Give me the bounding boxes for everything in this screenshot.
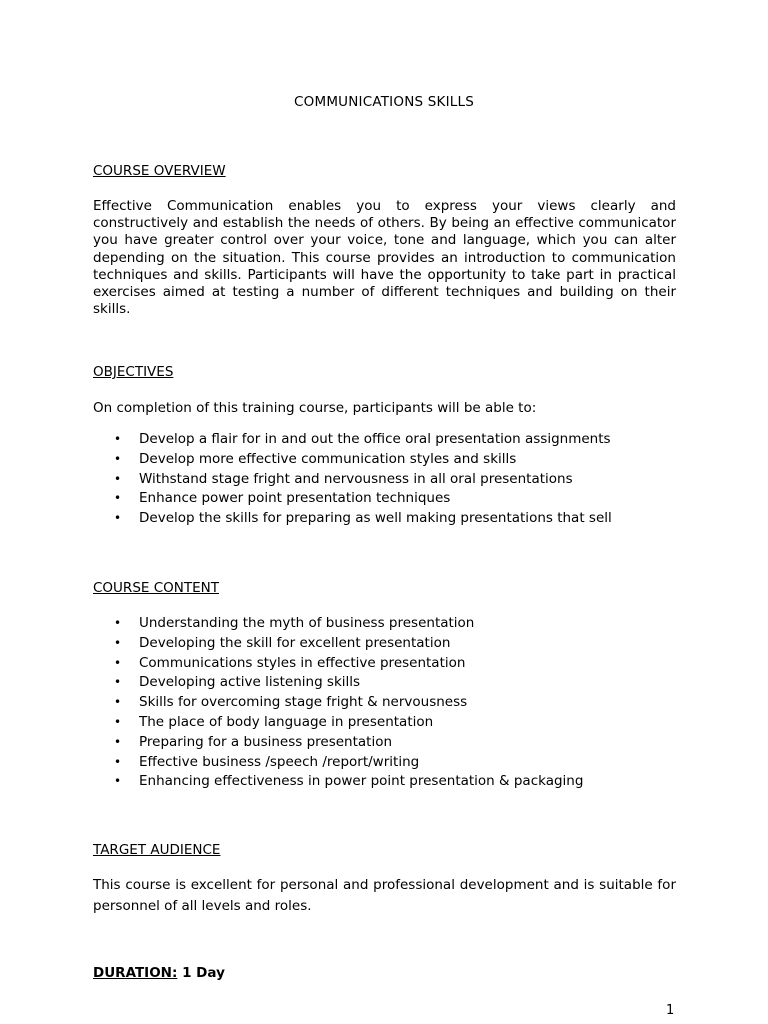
list-item-text: Develop more effective communication styles and skills	[139, 450, 517, 467]
target-audience-text: This course is excellent for personal and professional development and is suitable for personnel of all levels and roles.	[93, 877, 676, 914]
list-item-text: Enhancing effectiveness in power point presentation & packaging	[139, 773, 584, 790]
bullet-icon: •	[114, 754, 122, 769]
bullet-icon: •	[114, 635, 122, 650]
list-item	[93, 450, 612, 470]
bullet-icon: •	[114, 491, 122, 506]
list-item	[93, 733, 583, 753]
list-item-text: Skills for overcoming stage fright & nervousness	[139, 694, 468, 711]
list-item	[93, 634, 583, 654]
target-audience-heading: TARGET AUDIENCE	[93, 842, 221, 858]
document-title: COMMUNICATIONS SKILLS	[294, 94, 474, 110]
bullet-icon: •	[114, 616, 122, 630]
course-overview-text: Effective Communication enables you to express your views clearly and constructively and establish the needs of others. By being an effective communicator you have greater control over your voice, tone and language, which you can alter depending on the situation. This course provides an introduction to communication techniques and skills. Participants will have the opportunity to take part in practical exercises aimed at testing a number of different techniques and building on their skills.	[93, 198, 676, 318]
list-item	[93, 430, 612, 450]
page-number: 1	[666, 1003, 675, 1018]
bullet-icon: •	[114, 675, 122, 690]
bullet-icon: •	[114, 695, 122, 710]
bullet-icon: •	[114, 655, 122, 670]
list-item	[93, 654, 583, 674]
objectives-intro: On completion of this training course, participants will be able to:	[93, 400, 537, 416]
list-item-text: Enhance power point presentation techniques	[139, 490, 451, 507]
course-content-list	[93, 614, 583, 792]
bullet-icon: •	[114, 511, 122, 526]
list-item	[93, 489, 612, 509]
list-item	[93, 509, 612, 529]
list-item-text: Develop the skills for preparing as well making presentations that sell	[139, 510, 612, 527]
list-item	[93, 772, 583, 792]
duration-value: 1 Day	[182, 965, 225, 981]
list-item-text: Developing the skill for excellent presentation	[139, 634, 451, 651]
bullet-icon: •	[114, 734, 122, 749]
course-overview-heading: COURSE OVERVIEW	[93, 163, 226, 179]
objectives-list	[93, 430, 612, 529]
course-content-heading: COURSE CONTENT	[93, 580, 219, 596]
list-item-text: Communications styles in effective presentation	[139, 654, 466, 671]
list-item-text: Develop a flair for in and out the office oral presentation assignments	[139, 431, 611, 447]
duration-label: DURATION:	[93, 965, 178, 981]
list-item-text: Effective business /speech /report/writing	[139, 753, 420, 770]
bullet-icon: •	[114, 714, 122, 729]
list-item	[93, 753, 583, 773]
list-item-text: The place of body language in presentation	[139, 713, 434, 730]
list-item	[93, 713, 583, 733]
list-item-text: Developing active listening skills	[139, 674, 361, 691]
bullet-icon: •	[114, 471, 122, 486]
list-item	[93, 673, 583, 693]
objectives-heading: OBJECTIVES	[93, 364, 174, 380]
bullet-icon: •	[114, 774, 122, 789]
duration	[93, 965, 225, 981]
list-item-text: Understanding the myth of business presentation	[139, 615, 475, 631]
list-item	[93, 470, 612, 490]
list-item-text: Withstand stage fright and nervousness in all oral presentations	[139, 470, 573, 487]
list-item	[93, 614, 583, 634]
list-item	[93, 693, 583, 713]
bullet-icon: •	[114, 451, 122, 466]
list-item-text: Preparing for a business presentation	[139, 733, 393, 750]
bullet-icon: •	[114, 432, 122, 446]
